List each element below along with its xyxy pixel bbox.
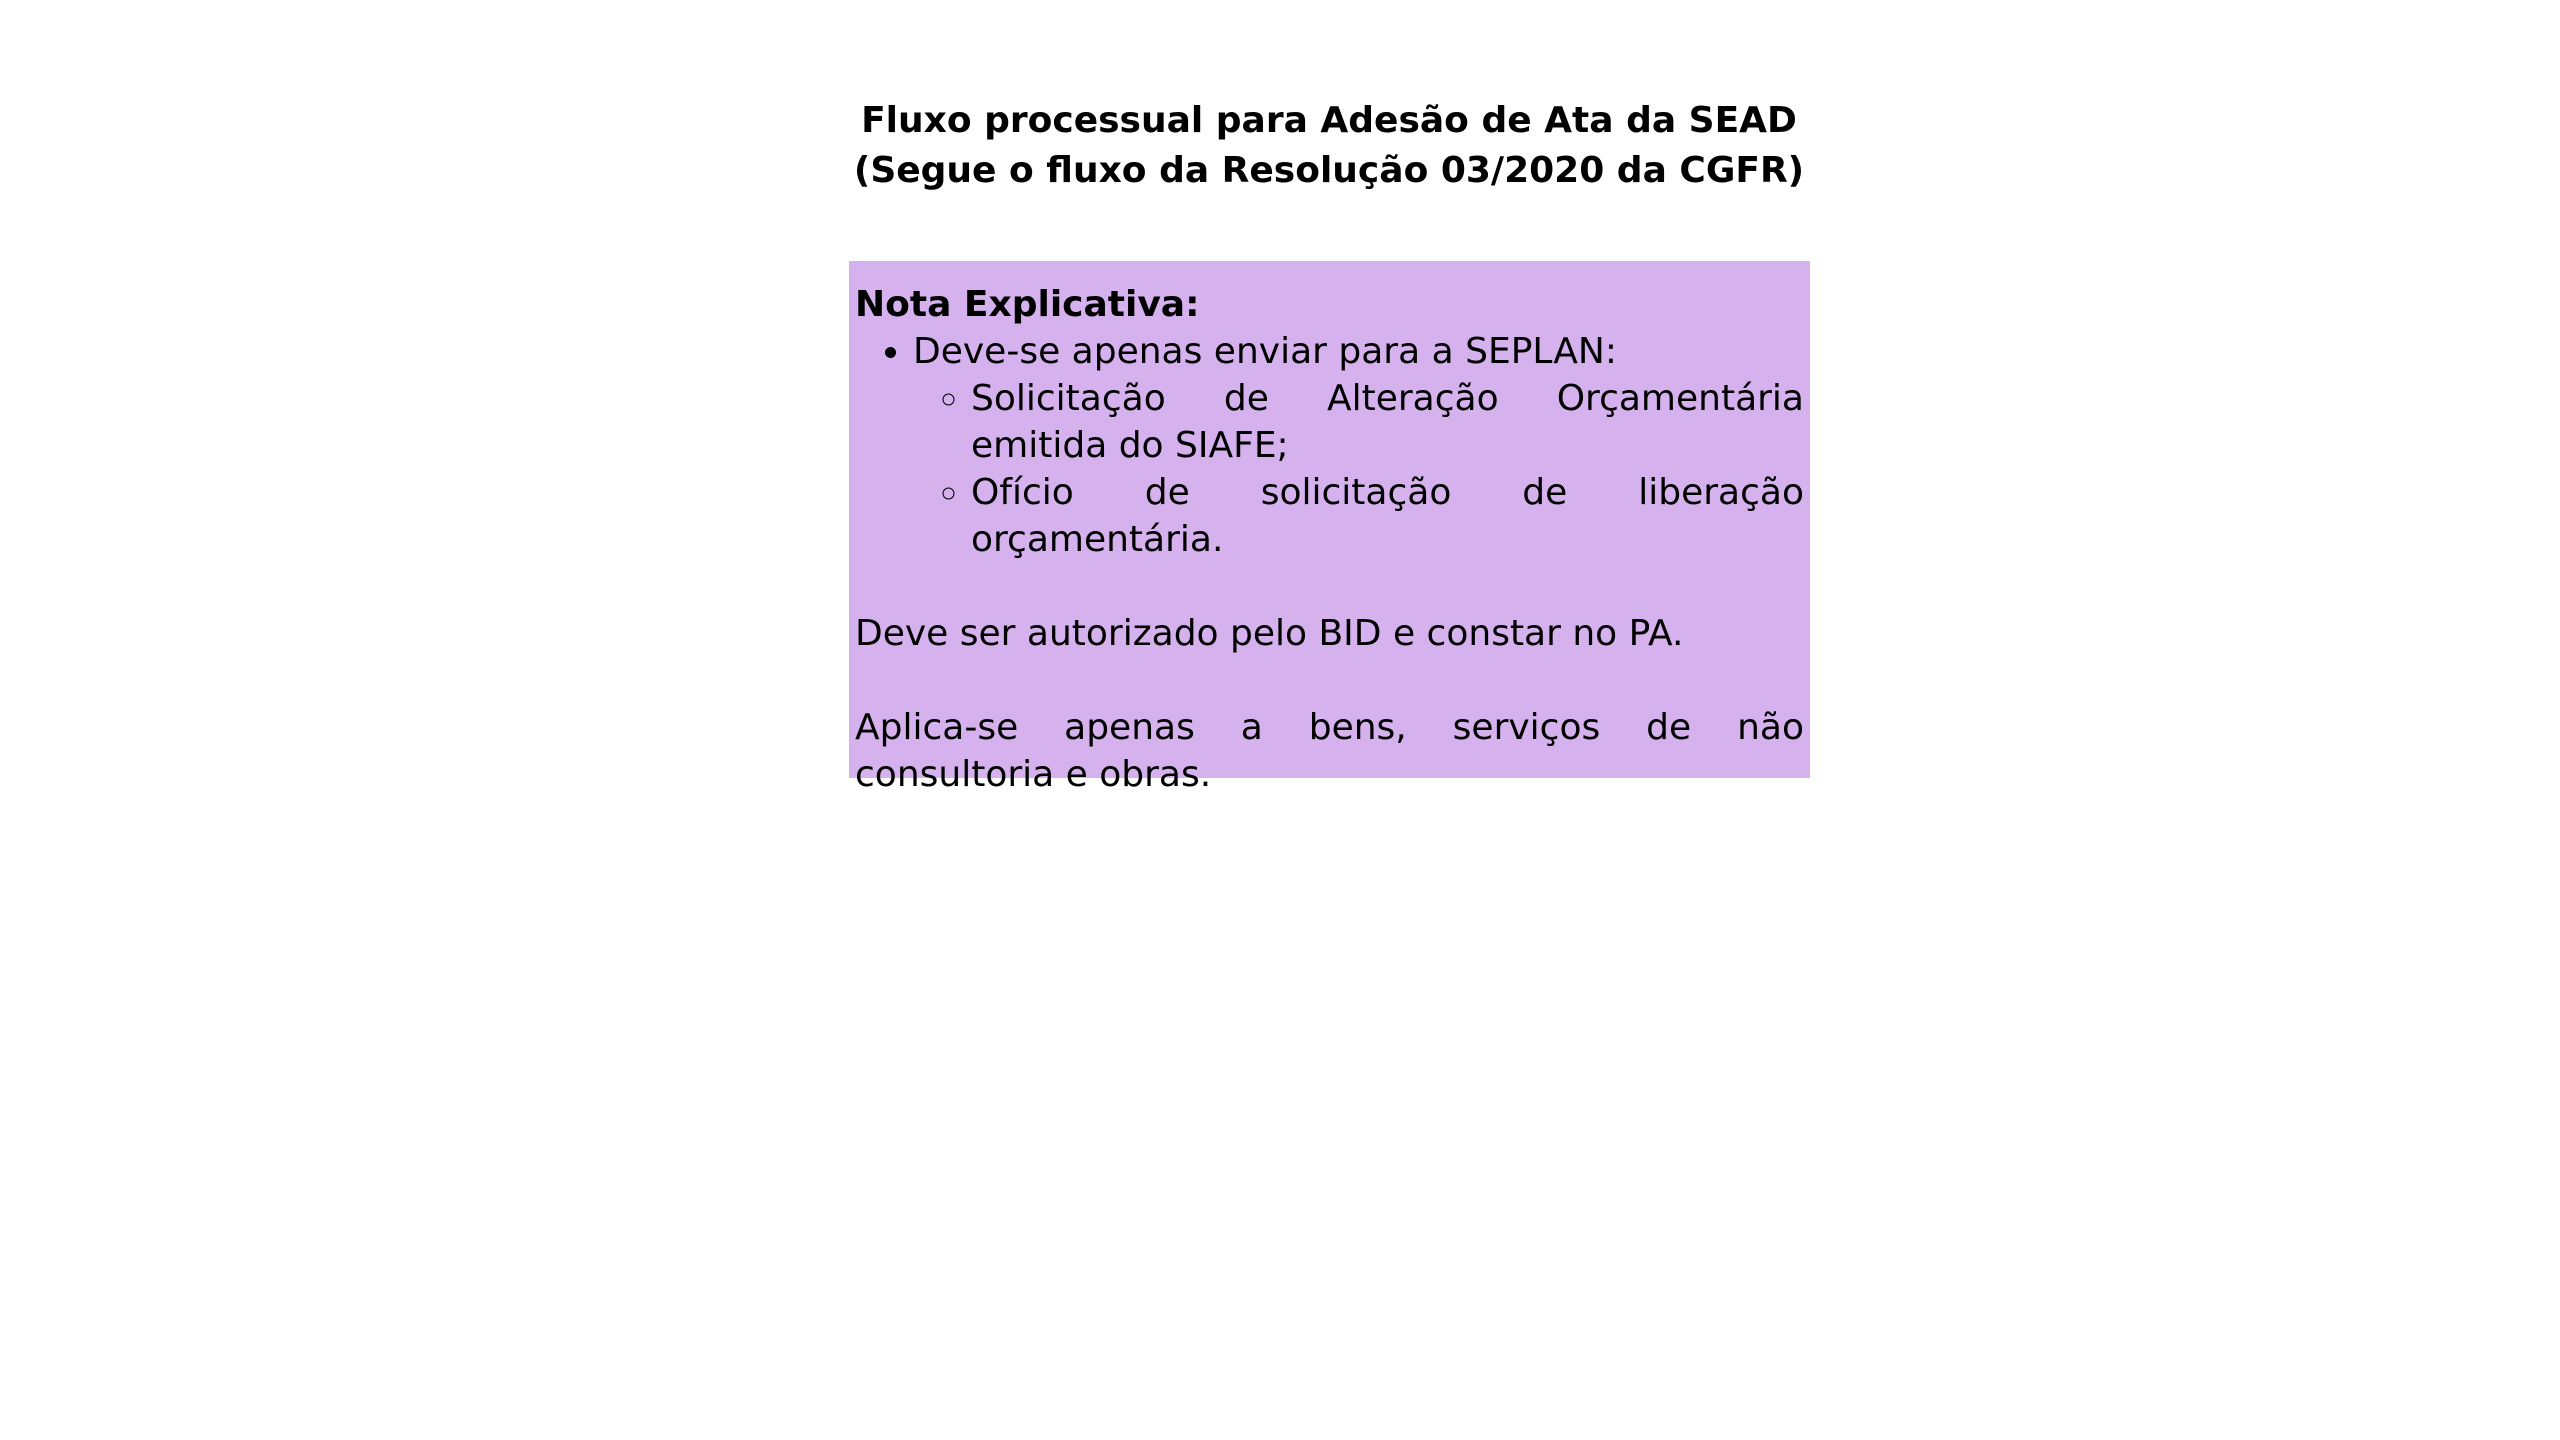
page-title	[0, 96, 2560, 196]
spacer	[855, 657, 1804, 704]
title-line-2: (Segue o fluxo da Resolução 03/2020 da CGFR)	[853, 150, 1805, 191]
note-paragraph-scope: Aplica-se apenas a bens, serviços de não consultoria e obras.	[855, 707, 1804, 795]
note-heading: Nota Explicativa:	[855, 284, 1200, 325]
note-bullet-list	[855, 328, 1804, 563]
note-sub-list	[913, 375, 1804, 563]
note-bullet-item	[913, 328, 1804, 563]
spacer	[855, 563, 1804, 610]
note-paragraph-authorization: Deve ser autorizado pelo BID e constar no PA.	[855, 613, 1684, 654]
title-line-1: Fluxo processual para Adesão de Ata da SEAD	[861, 100, 1797, 141]
explanatory-note-box	[849, 261, 1810, 795]
note-bullet-text: Deve-se apenas enviar para a SEPLAN:	[913, 331, 1617, 372]
note-sub-item: ◦ Ofício de solicitação de liberação orçamentária.	[971, 469, 1804, 563]
note-sub-item: ◦ Solicitação de Alteração Orçamentária emitida do SIAFE;	[971, 375, 1804, 469]
